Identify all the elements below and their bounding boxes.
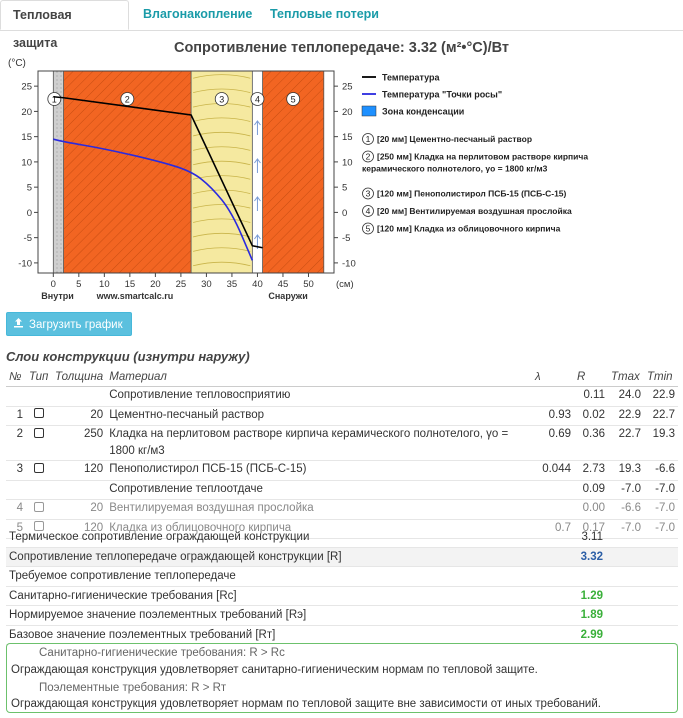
row-type [26,461,52,481]
row-tmin: -7.0 [644,500,678,520]
tab-moisture-accumulation[interactable]: Влагонакопление [143,7,253,21]
row-r: 0.11 [574,387,608,407]
row-tmax: -6.6 [608,500,644,520]
row-tmax: 22.7 [608,426,644,461]
layer-legend-text: [120 мм] Пенополистирол ПСБ-15 (ПСБ-С-15) [377,188,567,199]
y-tick-label-left: 15 [21,132,32,144]
layer-legend-text: [20 мм] Цементно-песчаный раствор [377,134,533,145]
layer-legend-number: 2 [365,151,371,162]
col-header-type: Тип [26,369,52,387]
x-tick-label: 30 [201,279,212,290]
x-tick-label: 20 [150,279,161,290]
row-tmin: 22.7 [644,406,678,426]
row-tmin: -7.0 [644,480,678,500]
row-type [26,406,52,426]
summary-row-resistance [6,547,678,567]
layer-legend-text: [120 мм] Кладка из облицовочного кирпича [377,223,561,234]
row-lambda: 0.93 [532,406,574,426]
row-type [26,480,52,500]
row-tmax: -7.0 [608,480,644,500]
y-tick-label-right: 5 [342,182,348,194]
row-number [6,480,26,500]
base-requirement-label: Базовое значение поэлементных требований [Rт] [6,625,520,645]
row-thickness: 250 [52,426,106,461]
legend-label: Зона конденсации [382,106,465,117]
row-number: 1 [6,406,26,426]
row-material: Вентилируемая воздушная прослойка [106,500,532,520]
col-header-lambda: λ [532,369,574,387]
y-tick-label-right: 25 [342,81,353,93]
row-r: 0.17 [574,519,608,539]
row-material: Кладка из облицовочного кирпича [106,519,532,539]
row-material: Кладка на перлитовом растворе кирпича керамического полнотелого, γо = 1800 кг/м3 [106,426,532,461]
layer-number-label: 4 [254,94,260,105]
legend-label: Температура "Точки росы" [382,89,503,100]
chart-title: Сопротивление теплопередаче: 3.32 (м²•°С)/Вт [173,40,510,56]
row-material: Сопротивление тепловосприятию [106,387,532,407]
row-r: 0.00 [574,500,608,520]
y-tick-label-left: -10 [18,258,32,270]
row-lambda [532,387,574,407]
download-chart-label: Загрузить график [29,319,123,331]
download-chart-button[interactable] [6,312,132,336]
y-tick-label-left: -5 [23,233,32,245]
x-tick-label: 5 [76,279,82,290]
y-tick-label-right: 0 [342,207,348,219]
row-r: 2.73 [574,461,608,481]
layers-table [6,369,678,539]
table-row [6,387,678,407]
y-tick-label-left: 25 [21,81,32,93]
element-condition: Поэлементные требования: R > Rт [39,682,227,694]
col-header-tmax: Tmax [608,369,644,387]
row-tmin: 22.9 [644,387,678,407]
row-thickness: 120 [52,461,106,481]
normalized-requirement-label: Нормируемое значение поэлементных требований [Rэ] [6,606,520,626]
col-header-thickness: Толщина [52,369,106,387]
thermal-resistance-label: Термическое сопротивление ограждающей конструкции [6,528,520,547]
layer-number-label: 3 [219,94,225,105]
col-header-material: Материал [106,369,532,387]
row-thickness: 20 [52,406,106,426]
x-caption-outside: Снаружи [268,291,308,301]
temperature-chart [0,55,683,305]
sanitary-condition: Санитарно-гигиенические требования: R > Rс [39,647,285,659]
row-tmax: 24.0 [608,387,644,407]
y-tick-label-left: 20 [21,106,32,118]
summary-row-base [6,625,678,645]
row-number [6,387,26,407]
row-lambda: 0.044 [532,461,574,481]
row-tmax: 22.9 [608,406,644,426]
summary-row-sanitary [6,586,678,606]
legend-label: Температура [382,72,440,83]
summary-row-thermal [6,528,678,547]
x-caption-inside: Внутри [41,291,74,301]
layers-section-title: Слои конструкции (изнутри наружу) [6,349,250,364]
x-tick-label: 0 [50,279,56,290]
x-tick-label: 50 [303,279,314,290]
y-tick-label-left: 0 [26,207,32,219]
row-lambda: 0.7 [532,519,574,539]
compliance-note [6,643,678,713]
y-tick-label-right: -10 [342,258,356,270]
row-material: Сопротивление теплоотдаче [106,480,532,500]
x-caption-site: www.smartcalc.ru [96,291,174,301]
row-tmin: -6.6 [644,461,678,481]
x-tick-label: 10 [99,279,110,290]
x-tick-label: 40 [252,279,263,290]
x-axis-unit: (см) [336,279,354,290]
row-lambda: 0.69 [532,426,574,461]
row-material: Цементно-песчаный раствор [106,406,532,426]
row-lambda [532,500,574,520]
layer-number-label: 5 [290,94,296,105]
x-tick-label: 15 [124,279,136,290]
layer-legend-number: 1 [365,134,371,145]
row-number: 2 [6,426,26,461]
x-tick-label: 35 [226,279,238,290]
y-tick-label-right: -5 [342,233,351,245]
tab-thermal-protection[interactable]: Тепловая защита [0,0,129,30]
legend-swatch [362,106,376,116]
row-material: Пенополистирол ПСБ-15 (ПСБ-С-15) [106,461,532,481]
summary-row-normalized [6,606,678,626]
table-row [6,406,678,426]
base-requirement-value: 2.99 [520,625,606,645]
layer-checkbox[interactable] [34,408,44,418]
sanitary-requirement-value: 1.29 [520,586,606,606]
table-header-row [6,369,678,387]
row-thickness: 20 [52,500,106,520]
y-axis-unit: (°C) [8,58,26,69]
row-number: 5 [6,519,26,539]
col-header-number: № [6,369,26,387]
row-thickness: 120 [52,519,106,539]
layer-legend-text: [250 мм] Кладка на перлитовом растворе кирпича [377,151,589,162]
layer-number-label: 2 [124,94,130,105]
table-row [6,461,678,481]
layer-legend-number: 3 [365,188,371,199]
layer-checkbox[interactable] [34,502,44,512]
row-lambda [532,480,574,500]
heat-transfer-resistance-value: 3.32 [520,547,606,567]
col-header-tmin: Tmin [644,369,678,387]
row-type [26,387,52,407]
row-r: 0.02 [574,406,608,426]
row-type [26,500,52,520]
element-result: Ограждающая конструкция удовлетворяет нормам по тепловой защите вне зависимости от иных требований. [11,698,601,710]
sanitary-result: Ограждающая конструкция удовлетворяет санитарно-гигиеническим нормам по тепловой защите. [11,664,538,676]
row-tmin: 19.3 [644,426,678,461]
normalized-requirement-value: 1.89 [520,606,606,626]
thermal-resistance-value: 3.11 [520,528,606,547]
x-tick-label: 25 [175,279,187,290]
row-type [26,426,52,461]
row-tmax: -7.0 [608,519,644,539]
layer-legend-text: керамического полнотелого, γо = 1800 кг/м3 [362,163,548,174]
layer-legend-text: [20 мм] Вентилируемая воздушная прослойка [377,206,572,217]
row-number: 3 [6,461,26,481]
summary-row-required [6,567,678,587]
y-tick-label-left: 10 [21,157,32,169]
x-tick-label: 45 [277,279,289,290]
layer-checkbox[interactable] [34,428,44,438]
col-header-r: R [574,369,608,387]
row-r: 0.36 [574,426,608,461]
summary-table [6,528,678,645]
row-thickness [52,480,106,500]
y-tick-label-left: 5 [26,182,32,194]
row-number: 4 [6,500,26,520]
table-row [6,500,678,520]
table-row [6,480,678,500]
y-tick-label-right: 15 [342,132,353,144]
row-tmax: 19.3 [608,461,644,481]
row-tmin: -7.0 [644,519,678,539]
row-r: 0.09 [574,480,608,500]
required-resistance-label: Требуемое сопротивление теплопередаче [6,567,520,587]
y-tick-label-right: 20 [342,106,353,118]
table-row [6,426,678,461]
sanitary-requirement-label: Санитарно-гигиенические требования [Rс] [6,586,520,606]
layer-number-label: 1 [51,94,57,105]
row-thickness [52,387,106,407]
layer-checkbox[interactable] [34,463,44,473]
y-tick-label-right: 10 [342,157,353,169]
layer-legend-number: 5 [365,223,371,234]
tab-heat-losses[interactable]: Тепловые потери [270,7,379,21]
upload-icon [13,313,24,337]
layer-legend-number: 4 [365,206,371,217]
heat-transfer-resistance-label: Сопротивление теплопередаче ограждающей конструкции [R] [6,547,520,567]
